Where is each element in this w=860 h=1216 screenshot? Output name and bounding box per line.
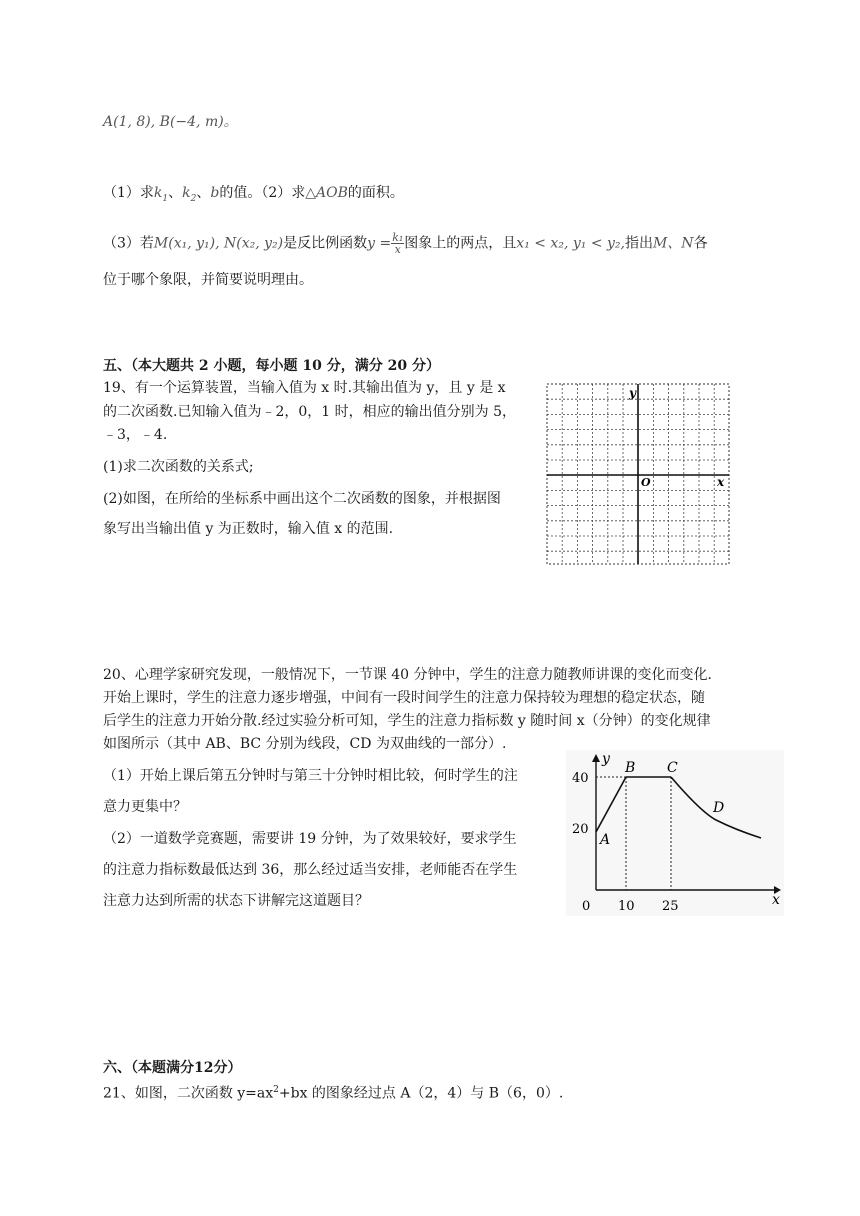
q21-text-a: 21、如图，二次函数 y=ax xyxy=(103,1085,274,1102)
y-tick-20: 20 xyxy=(572,822,589,837)
var-b: b xyxy=(210,185,220,201)
point-a-label: A xyxy=(600,832,611,848)
grid-x-label: x xyxy=(717,475,725,489)
q18-points: A(1, 8), B(−4, m)。 xyxy=(103,114,238,130)
attention-graph xyxy=(566,750,784,916)
coordinate-grid xyxy=(546,383,730,565)
q20-line: 意力更集中？ xyxy=(103,799,187,815)
var-k1: $k_1$ xyxy=(153,185,169,204)
y-equals: y = xyxy=(367,235,392,252)
q19-line: 象写出当输出值 y 为正数时，输入值 x 的范围. xyxy=(103,521,394,537)
q19-line: 19、有一个运算装置，当输入值为 x 时.其输出值为 y，且 y 是 x xyxy=(103,380,506,396)
q20-line: 如图所示（其中 AB、BC 分别为线段，CD 为双曲线的一部分）. xyxy=(103,736,507,752)
graph-y-label: y xyxy=(602,751,610,767)
q18-part2-tail: 的面积。 xyxy=(347,185,404,201)
q19-line: 的二次函数.已知输入值为﹣2，0，1 时，相应的输出值分别为 5， xyxy=(103,404,516,420)
x-tick-25: 25 xyxy=(662,899,679,914)
sep: 、 xyxy=(168,185,183,201)
point-c-label: C xyxy=(667,760,678,776)
q18-part3-text: 是反比例函数 xyxy=(283,235,368,252)
triangle-aob: △AOB xyxy=(305,185,348,201)
grid-origin-label: O xyxy=(641,476,651,489)
graph-x-label: x xyxy=(772,892,780,908)
q21-line xyxy=(103,1080,563,1104)
mn-label: M、N xyxy=(652,235,694,252)
q18-part3-text4: 各 xyxy=(693,235,708,252)
q18-part1-label: （1）求 xyxy=(103,185,154,201)
q18-part3-text3: 指出 xyxy=(624,235,653,252)
y-tick-40: 40 xyxy=(572,771,589,786)
x-tick-10: 10 xyxy=(618,899,635,914)
point-d-label: D xyxy=(713,800,725,816)
point-b-label: B xyxy=(625,760,636,776)
q18-part1-2 xyxy=(103,183,404,209)
q21-sup: 2 xyxy=(273,1085,279,1095)
q20-line: 注意力达到所需的状态下讲解完这道题目？ xyxy=(103,893,369,909)
q19-line: ﹣3，﹣4. xyxy=(103,427,168,443)
q20-line: （1）开始上课后第五分钟时与第三十分钟时相比较，何时学生的注 xyxy=(103,768,518,784)
q19-line: (1)求二次函数的关系式; xyxy=(103,459,254,475)
section6-heading: 六、（本题满分12分） xyxy=(103,1060,242,1076)
q18-part3 xyxy=(103,232,708,255)
fraction-k1-over-x: $\frac{\text{k₁}}{x}$ xyxy=(392,231,404,256)
q18-part3-text2: 图象上的两点，且 xyxy=(404,235,517,252)
q20-line: 后学生的注意力开始分散.经过实验分析可知，学生的注意力指标数 y 随时间 x（分钟）的变化规律 xyxy=(103,713,711,729)
q20-line: 开始上课时，学生的注意力逐步增强，中间有一段时间学生的注意力保持较为理想的稳定状态，随 xyxy=(103,690,705,706)
q19-line: (2)如图，在所给的坐标系中画出这个二次函数的图象，并根据图 xyxy=(103,491,501,507)
q20-line: 20、心理学家研究发现，一般情况下，一节课 40 分钟中，学生的注意力随教师讲课的变化而变化. xyxy=(103,667,712,683)
graph-origin: 0 xyxy=(582,899,591,914)
q18-line4: 位于哪个象限，并简要说明理由。 xyxy=(103,272,313,288)
q21-text-b: +bx 的图象经过点 A（2，4）与 B（6，0）. xyxy=(278,1085,564,1102)
section5-heading: 五、（本大题共 2 小题，每小题 10 分，满分 20 分） xyxy=(103,358,440,374)
points-mn: M(x₁, y₁), N(x₂, y₂) xyxy=(153,235,284,252)
condition: x₁ < x₂, y₁ < y₂, xyxy=(516,235,625,252)
q20-line: （2）一道数学竞赛题，需要讲 19 分钟，为了效果较好，要求学生 xyxy=(103,831,517,847)
sep: 、 xyxy=(196,185,211,201)
q18-part3-label: （3）若 xyxy=(103,235,154,252)
q18-part1-tail: 的值。（2）求 xyxy=(219,185,306,201)
q20-line: 的注意力指标数最低达到 36，那么经过适当安排，老师能否在学生 xyxy=(103,862,518,878)
var-k2: $k_2$ xyxy=(182,185,197,204)
grid-y-label: y xyxy=(629,386,636,400)
